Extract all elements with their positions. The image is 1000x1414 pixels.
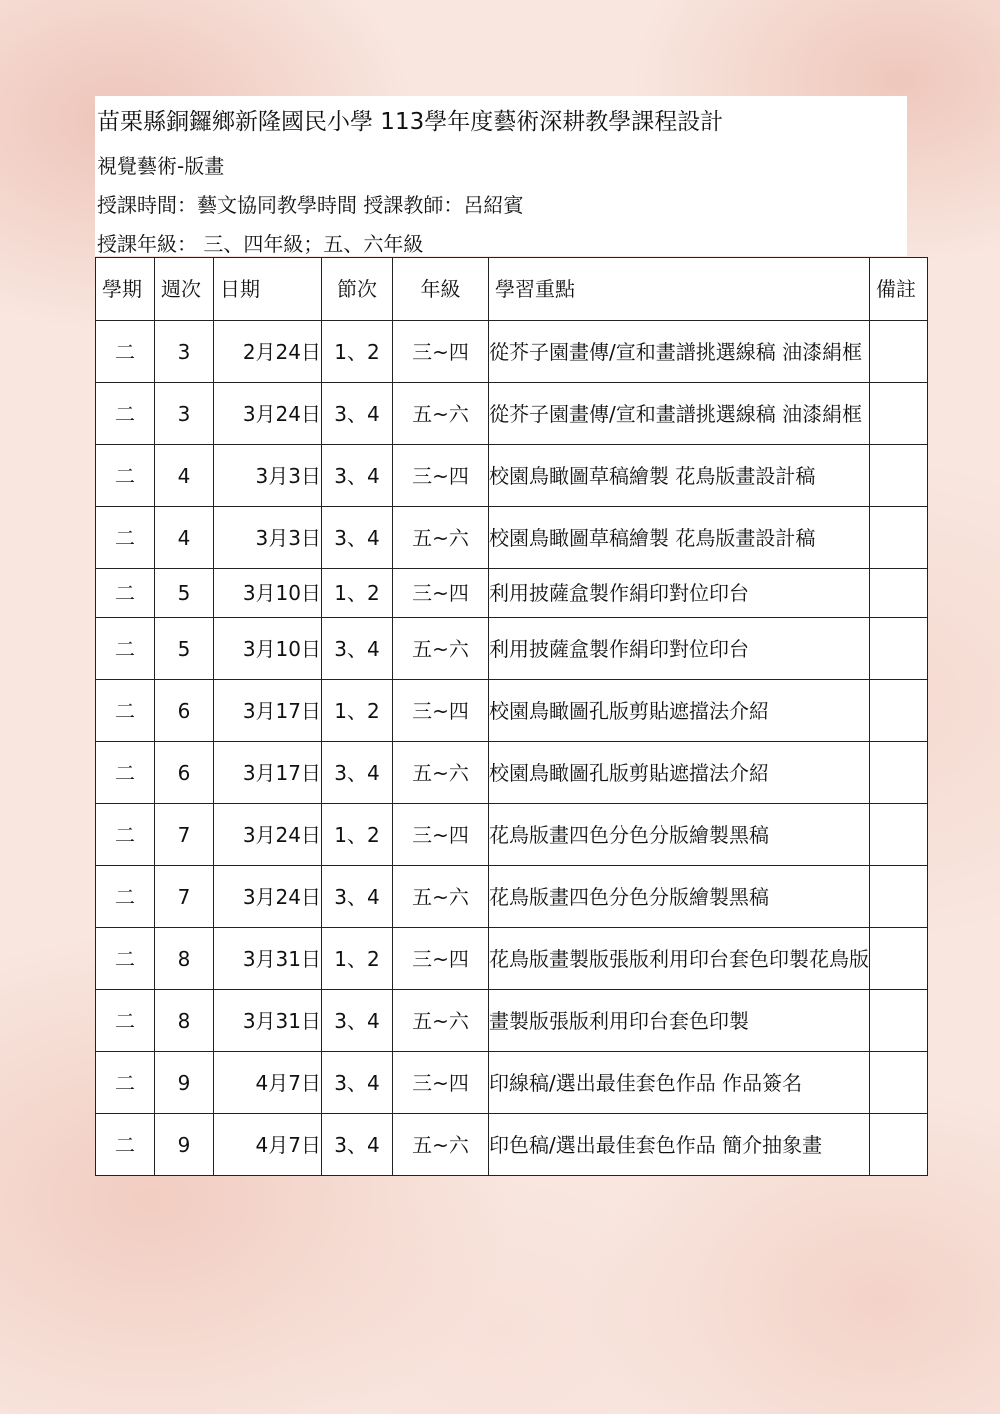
- cell-semester: 二: [96, 445, 155, 507]
- cell-note: [870, 804, 928, 866]
- cell-grade: 五~六: [393, 990, 489, 1052]
- cell-date: 3月10日: [214, 569, 322, 618]
- cell-note: [870, 680, 928, 742]
- cell-class: 3、4: [322, 1114, 393, 1176]
- cell-semester: 二: [96, 383, 155, 445]
- cell-week: 4: [155, 507, 214, 569]
- table-row: [96, 742, 928, 804]
- cell-date: 4月7日: [214, 1114, 322, 1176]
- cell-note: [870, 866, 928, 928]
- cell-focus: 從芥子園畫傳/宣和畫譜挑選線稿 油漆絹框: [489, 383, 870, 445]
- cell-class: 3、4: [322, 866, 393, 928]
- cell-note: [870, 1052, 928, 1114]
- cell-week: 8: [155, 990, 214, 1052]
- cell-week: 3: [155, 383, 214, 445]
- cell-week: 9: [155, 1114, 214, 1176]
- table-row: [96, 804, 928, 866]
- cell-semester: 二: [96, 618, 155, 680]
- table-row: [96, 383, 928, 445]
- cell-week: 7: [155, 804, 214, 866]
- teaching-time-line: 授課時間：藝文協同教學時間 授課教師：呂紹賓: [97, 193, 524, 217]
- col-header-focus: 學習重點: [489, 258, 870, 321]
- cell-grade: 五~六: [393, 383, 489, 445]
- cell-date: 3月24日: [214, 804, 322, 866]
- cell-grade: 五~六: [393, 866, 489, 928]
- cell-note: [870, 569, 928, 618]
- cell-date: 2月24日: [214, 321, 322, 383]
- cell-note: [870, 445, 928, 507]
- table-row: [96, 928, 928, 990]
- col-header-class: 節次: [322, 258, 393, 321]
- cell-semester: 二: [96, 1052, 155, 1114]
- cell-focus: 校園鳥瞰圖孔版剪貼遮擋法介紹: [489, 742, 870, 804]
- cell-grade: 三~四: [393, 680, 489, 742]
- cell-semester: 二: [96, 990, 155, 1052]
- document-title: 苗栗縣銅鑼鄉新隆國民小學 113學年度藝術深耕教學課程設計: [97, 109, 724, 135]
- cell-grade: 三~四: [393, 928, 489, 990]
- cell-semester: 二: [96, 321, 155, 383]
- cell-date: 3月3日: [214, 445, 322, 507]
- cell-class: 1、2: [322, 680, 393, 742]
- cell-grade: 三~四: [393, 321, 489, 383]
- cell-date: 3月31日: [214, 990, 322, 1052]
- cell-focus: 花鳥版畫四色分色分版繪製黑稿: [489, 866, 870, 928]
- cell-class: 3、4: [322, 990, 393, 1052]
- cell-focus: 校園鳥瞰圖孔版剪貼遮擋法介紹: [489, 680, 870, 742]
- table-row: [96, 569, 928, 618]
- cell-focus: 花鳥版畫四色分色分版繪製黑稿: [489, 804, 870, 866]
- cell-week: 6: [155, 680, 214, 742]
- cell-week: 3: [155, 321, 214, 383]
- teaching-grade-line: 授課年級： 三、四年級；五、六年級: [97, 232, 424, 256]
- table-row: [96, 507, 928, 569]
- table-row: [96, 680, 928, 742]
- col-header-week: 週次: [155, 258, 214, 321]
- cell-focus: 利用披薩盒製作絹印對位印台: [489, 569, 870, 618]
- table-row: [96, 1052, 928, 1114]
- cell-class: 1、2: [322, 804, 393, 866]
- cell-semester: 二: [96, 804, 155, 866]
- cell-semester: 二: [96, 569, 155, 618]
- cell-week: 9: [155, 1052, 214, 1114]
- cell-focus: 校園鳥瞰圖草稿繪製 花鳥版畫設計稿: [489, 445, 870, 507]
- schedule-table: [95, 257, 928, 1176]
- cell-note: [870, 507, 928, 569]
- cell-grade: 五~六: [393, 1114, 489, 1176]
- cell-focus: 花鳥版畫製版張版利用印台套色印製花鳥版: [489, 928, 870, 990]
- cell-grade: 三~四: [393, 569, 489, 618]
- cell-grade: 五~六: [393, 618, 489, 680]
- cell-week: 6: [155, 742, 214, 804]
- table-header-row: [96, 258, 928, 321]
- cell-date: 3月17日: [214, 742, 322, 804]
- cell-date: 3月3日: [214, 507, 322, 569]
- cell-class: 3、4: [322, 1052, 393, 1114]
- cell-grade: 三~四: [393, 445, 489, 507]
- cell-date: 4月7日: [214, 1052, 322, 1114]
- cell-focus: 利用披薩盒製作絹印對位印台: [489, 618, 870, 680]
- cell-date: 3月24日: [214, 383, 322, 445]
- col-header-grade: 年級: [393, 258, 489, 321]
- cell-semester: 二: [96, 1114, 155, 1176]
- cell-grade: 五~六: [393, 507, 489, 569]
- cell-class: 3、4: [322, 618, 393, 680]
- cell-class: 1、2: [322, 321, 393, 383]
- cell-semester: 二: [96, 928, 155, 990]
- cell-class: 1、2: [322, 569, 393, 618]
- col-header-date: 日期: [214, 258, 322, 321]
- cell-class: 3、4: [322, 742, 393, 804]
- cell-date: 3月31日: [214, 928, 322, 990]
- cell-week: 5: [155, 618, 214, 680]
- cell-grade: 三~四: [393, 1052, 489, 1114]
- cell-note: [870, 383, 928, 445]
- table-row: [96, 618, 928, 680]
- cell-grade: 三~四: [393, 804, 489, 866]
- cell-date: 3月17日: [214, 680, 322, 742]
- table-row: [96, 1114, 928, 1176]
- cell-focus: 印色稿/選出最佳套色作品 簡介抽象畫: [489, 1114, 870, 1176]
- cell-date: 3月24日: [214, 866, 322, 928]
- cell-focus: 校園鳥瞰圖草稿繪製 花鳥版畫設計稿: [489, 507, 870, 569]
- cell-note: [870, 618, 928, 680]
- cell-semester: 二: [96, 507, 155, 569]
- cell-semester: 二: [96, 866, 155, 928]
- cell-week: 7: [155, 866, 214, 928]
- cell-focus: 從芥子園畫傳/宣和畫譜挑選線稿 油漆絹框: [489, 321, 870, 383]
- cell-week: 4: [155, 445, 214, 507]
- cell-week: 8: [155, 928, 214, 990]
- cell-focus: 畫製版張版利用印台套色印製: [489, 990, 870, 1052]
- cell-semester: 二: [96, 742, 155, 804]
- cell-focus: 印線稿/選出最佳套色作品 作品簽名: [489, 1052, 870, 1114]
- cell-grade: 五~六: [393, 742, 489, 804]
- cell-class: 3、4: [322, 507, 393, 569]
- document-subtitle: 視覺藝術-版畫: [97, 154, 225, 178]
- cell-class: 3、4: [322, 445, 393, 507]
- cell-date: 3月10日: [214, 618, 322, 680]
- cell-class: 3、4: [322, 383, 393, 445]
- cell-note: [870, 1114, 928, 1176]
- table-row: [96, 990, 928, 1052]
- cell-semester: 二: [96, 680, 155, 742]
- table-row: [96, 866, 928, 928]
- cell-week: 5: [155, 569, 214, 618]
- cell-class: 1、2: [322, 928, 393, 990]
- cell-note: [870, 742, 928, 804]
- cell-note: [870, 928, 928, 990]
- table-row: [96, 445, 928, 507]
- cell-note: [870, 321, 928, 383]
- table-row: [96, 321, 928, 383]
- col-header-note: 備註: [870, 258, 928, 321]
- cell-note: [870, 990, 928, 1052]
- col-header-semester: 學期: [96, 258, 155, 321]
